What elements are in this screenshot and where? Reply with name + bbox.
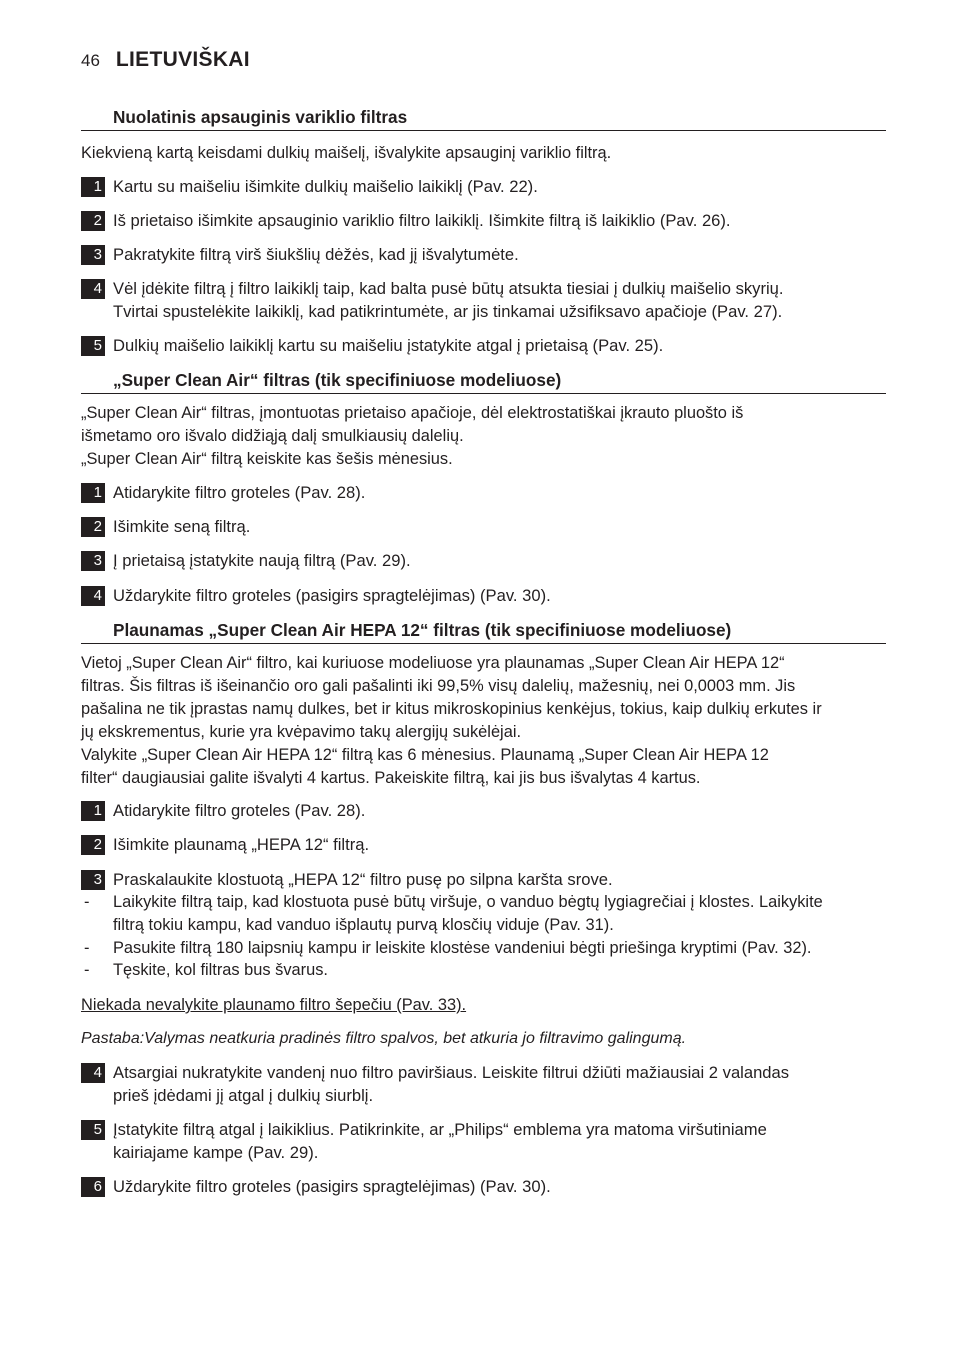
step-text: Atidarykite filtro groteles (Pav. 28). <box>113 801 366 820</box>
step-number: 1 <box>81 177 105 197</box>
step-item <box>81 1176 886 1199</box>
step-item <box>81 335 886 358</box>
step-text: Atsargiai nukratykite vandenį nuo filtro paviršiaus. Leiskite filtrui džiūti mažiausiai 2 valandas prieš įdėdami jį atgal į dulkių siurblį. <box>113 1063 790 1105</box>
bullet-dash: - <box>84 939 90 957</box>
page-header <box>81 48 250 72</box>
step-item <box>81 800 886 823</box>
bullet-item <box>81 891 886 936</box>
step-number: 2 <box>81 211 105 231</box>
section-intro: Vietoj „Super Clean Air“ filtro, kai kuriuose modeliuose yra plaunamas „Super Clean Air HEPA 12“ filtras. Šis filtras iš išeinančio oro gali pašalinti iki 99,5% visų dalelių, mažesnių, nei 0,0003 mm. Jis pašalina ne tik įprastas namų dulkes, bet ir kitus mikroskopinius kenkėjus, tokius, kaip dulkių erkutes ir jų ekskrementus, kurie yra kvėpavimo takų alergijų sukėlėjai. Valykite „Super Clean Air HEPA 12“ filtrą kas 6 mėnesius. Plaunamą „Super Clean Air HEPA 12 filter“ daugiausiai galite išvalyti 4 kartus. Pakeiskite filtrą, kai jis bus išvalytas 4 kartus. <box>81 654 822 787</box>
step-number: 2 <box>81 835 105 855</box>
section-intro: Kiekvieną kartą keisdami dulkių maišelį, išvalykite apsauginį variklio filtrą. <box>81 144 612 162</box>
section-heading-super-clean-air: „Super Clean Air“ filtras (tik specifiniuose modeliuose) <box>81 369 886 394</box>
step-number: 5 <box>81 1120 105 1140</box>
step-number: 5 <box>81 336 105 356</box>
section-heading-hepa-12: Plaunamas „Super Clean Air HEPA 12“ filtras (tik specifiniuose modeliuose) <box>81 619 886 644</box>
section-heading-motor-filter: Nuolatinis apsauginis variklio filtras <box>81 106 886 131</box>
step-item <box>81 834 886 857</box>
bullet-text: Laikykite filtrą taip, kad klostuota pusė būtų viršuje, o vanduo bėgtų lygiagrečiai į klostes. Laikykite filtrą tokiu kampu, kad vanduo išplautų purvą klosčių viduje (Pav. 31). <box>113 893 823 934</box>
step-text: Atidarykite filtro groteles (Pav. 28). <box>113 483 366 502</box>
page-number: 46 <box>81 51 100 70</box>
step-number: 2 <box>81 517 105 537</box>
step-item <box>81 516 886 539</box>
step-number: 4 <box>81 279 105 299</box>
step-item <box>81 244 886 267</box>
step-item <box>81 585 886 608</box>
step-number: 3 <box>81 870 105 890</box>
step-text: Kartu su maišeliu išimkite dulkių maišelio laikiklį (Pav. 22). <box>113 177 538 196</box>
step-text: Uždarykite filtro groteles (pasigirs spragtelėjimas) (Pav. 30). <box>113 1177 551 1196</box>
step-item <box>81 210 886 233</box>
step-text: Vėl įdėkite filtrą į filtro laikiklį taip, kad balta pusė būtų atsukta tiesiai į dulkių maišelio skyrių. Tvirtai spustelėkite laikiklį, kad patikrintumėte, ar jis tinkamai užsifiksavo apačioje (Pav. 27). <box>113 279 784 321</box>
step-number: 1 <box>81 801 105 821</box>
bullet-text: Pasukite filtrą 180 laipsnių kampu ir leiskite klostėse vandeniui bėgti priešinga kryptimi (Pav. 32). <box>113 939 812 957</box>
bullet-item <box>81 959 886 982</box>
step-number: 6 <box>81 1177 105 1197</box>
step-item <box>81 482 886 505</box>
step-item <box>81 869 886 892</box>
step-text: Į prietaisą įstatykite naują filtrą (Pav. 29). <box>113 551 411 570</box>
section-intro: „Super Clean Air“ filtras, įmontuotas prietaiso apačioje, dėl elektrostatiškai įkrauto pluošto iš išmetamo oro išvalo didžiąją dalį smulkiausių dalelių. „Super Clean Air“ filtrą keiskite kas šešis mėnesius. <box>81 404 744 468</box>
step-text: Iš prietaiso išimkite apsauginio variklio filtro laikiklį. Išimkite filtrą iš laikiklio (Pav. 26). <box>113 211 731 230</box>
step-text: Praskalaukite klostuotą „HEPA 12“ filtro pusę po silpna karšta srove. <box>113 870 613 889</box>
step-item <box>81 1119 886 1164</box>
step-text: Dulkių maišelio laikiklį kartu su maišeliu įstatykite atgal į prietaisą (Pav. 25). <box>113 336 664 355</box>
step-number: 3 <box>81 551 105 571</box>
language-title: LIETUVIŠKAI <box>115 48 250 71</box>
step-number: 4 <box>81 586 105 606</box>
step-text: Uždarykite filtro groteles (pasigirs spragtelėjimas) (Pav. 30). <box>113 586 551 605</box>
step-number: 1 <box>81 483 105 503</box>
note-text: Pastaba:Valymas neatkuria pradinės filtro spalvos, bet atkuria jo filtravimo galingumą. <box>81 1030 687 1047</box>
step-text: Išimkite seną filtrą. <box>113 517 251 536</box>
step-item <box>81 550 886 573</box>
step-item <box>81 1062 886 1107</box>
step-text: Įstatykite filtrą atgal į laikiklius. Patikrinkite, ar „Philips“ emblema yra matoma viršutiniame kairiajame kampe (Pav. 29). <box>113 1120 767 1162</box>
bullet-dash: - <box>84 893 90 911</box>
step-text: Pakratykite filtrą virš šiukšlių dėžės, kad jį išvalytumėte. <box>113 245 519 264</box>
step-text: Išimkite plaunamą „HEPA 12“ filtrą. <box>113 835 370 854</box>
step-number: 4 <box>81 1063 105 1083</box>
step-number: 3 <box>81 245 105 265</box>
step-item <box>81 176 886 199</box>
step-item <box>81 278 886 323</box>
bullet-item <box>81 937 886 960</box>
warning-text: Niekada nevalykite plaunamo filtro šepečiu (Pav. 33). <box>81 996 467 1014</box>
bullet-text: Tęskite, kol filtras bus švarus. <box>113 961 328 979</box>
bullet-dash: - <box>84 961 90 979</box>
